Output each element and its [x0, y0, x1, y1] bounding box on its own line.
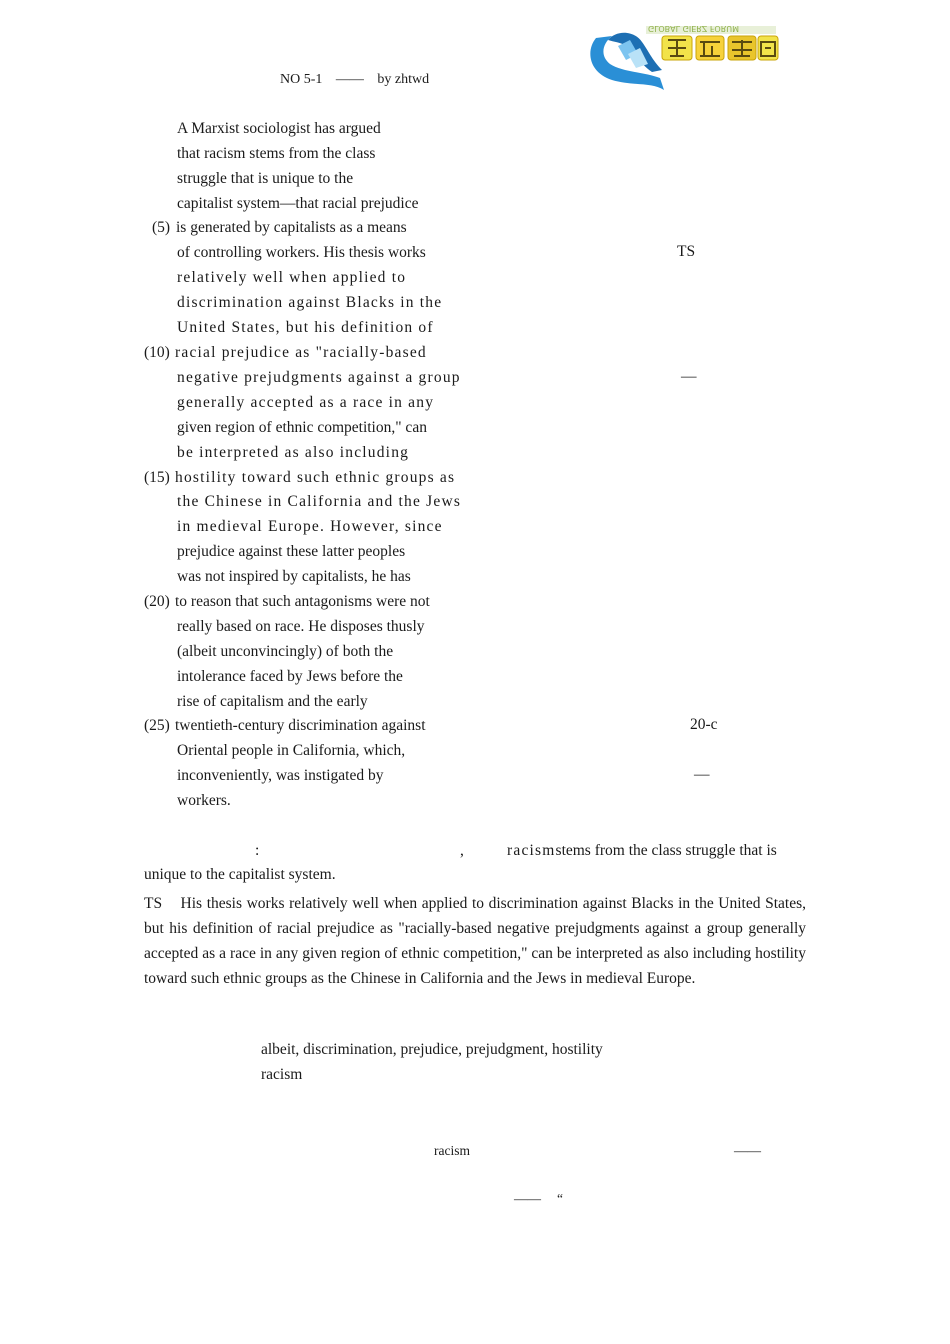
- line-number: (25): [144, 717, 170, 734]
- passage-line: United States, but his definition of: [177, 319, 434, 336]
- margin-note-dash: —: [681, 368, 697, 385]
- summary-keyword: racism: [507, 842, 556, 859]
- passage-line: struggle that is unique to the: [177, 170, 354, 187]
- logo-text: GLOBAL GIERZ FORUM: [648, 24, 740, 33]
- line-number: (5): [152, 219, 171, 236]
- footer-dash: ——: [514, 1191, 541, 1206]
- header-dash: ——: [335, 72, 364, 87]
- passage-line: of controlling workers. His thesis works: [177, 244, 426, 261]
- ts-label: TS: [144, 895, 163, 912]
- passage-line: negative prejudgments against a group: [177, 369, 461, 386]
- passage-line: racial prejudice as "racially-based: [175, 344, 427, 361]
- passage-line: the Chinese in California and the Jews: [177, 493, 462, 510]
- passage-line: generally accepted as a race in any: [177, 394, 435, 411]
- line-number: (20): [144, 593, 170, 610]
- margin-note-20c: 20-c: [690, 716, 718, 733]
- header-author: by zhtwd: [377, 72, 430, 87]
- line-number: (15): [144, 469, 170, 486]
- passage-line: Oriental people in California, which,: [177, 742, 406, 759]
- footer-dash: ——: [734, 1143, 761, 1158]
- passage-line: inconveniently, was instigated by: [177, 767, 384, 784]
- page-header: [280, 72, 439, 88]
- ts-text: His thesis works relatively well when applied to discrimination against Blacks in the United States, but his definition of racial prejudice as "racially-based negative prejudgments against a group generally accepted as a race in any given region of ethnic competition," can be interpreted as also including hostility toward such ethnic groups as the Chinese in California and the Jews in medieval Europe.: [144, 895, 807, 987]
- passage-line: discrimination against Blacks in the: [177, 294, 443, 311]
- passage-line: be interpreted as also including: [177, 444, 410, 461]
- summary-first-line: [507, 842, 777, 860]
- passage-line: to reason that such antagonisms were not: [175, 593, 430, 610]
- passage-line: rise of capitalism and the early: [177, 693, 368, 710]
- passage-line: capitalist system—that racial prejudice: [177, 195, 419, 212]
- passage-line: A Marxist sociologist has argued: [177, 120, 381, 137]
- passage-line: twentieth-century discrimination against: [175, 717, 426, 734]
- margin-note-ts: TS: [677, 243, 696, 260]
- logo-graphic: [582, 20, 782, 96]
- summary-comma: ,: [460, 842, 464, 859]
- footer-quote: “: [557, 1191, 563, 1206]
- passage-line: is generated by capitalists as a means: [176, 219, 407, 236]
- summary-colon: :: [255, 842, 260, 859]
- vocabulary-racism: racism: [261, 1066, 303, 1083]
- passage-line: that racism stems from the class: [177, 145, 376, 162]
- passage-line: given region of ethnic competition," can: [177, 419, 427, 436]
- passage-line: in medieval Europe. However, since: [177, 518, 443, 535]
- vocabulary-words: albeit, discrimination, prejudice, prejudgment, hostility: [261, 1041, 603, 1058]
- header-title: NO 5-1: [280, 72, 323, 87]
- margin-note-dash: —: [694, 766, 710, 783]
- footer-racism: racism: [434, 1143, 470, 1158]
- passage-line: was not inspired by capitalists, he has: [177, 568, 411, 585]
- passage-line: (albeit unconvincingly) of both the: [177, 643, 394, 660]
- passage-line: workers.: [177, 792, 231, 809]
- summary-continuation: unique to the capitalist system.: [144, 866, 336, 883]
- passage-line: prejudice against these latter peoples: [177, 543, 406, 560]
- ts-paragraph: [144, 891, 806, 991]
- line-number: (10): [144, 344, 170, 361]
- forum-logo: [582, 20, 782, 96]
- passage-line: relatively well when applied to: [177, 269, 407, 286]
- passage-line: really based on race. He disposes thusly: [177, 618, 425, 635]
- summary-first-line-rest: stems from the class struggle that is: [555, 842, 777, 859]
- passage-line: intolerance faced by Jews before the: [177, 668, 403, 685]
- passage-line: hostility toward such ethnic groups as: [175, 469, 456, 486]
